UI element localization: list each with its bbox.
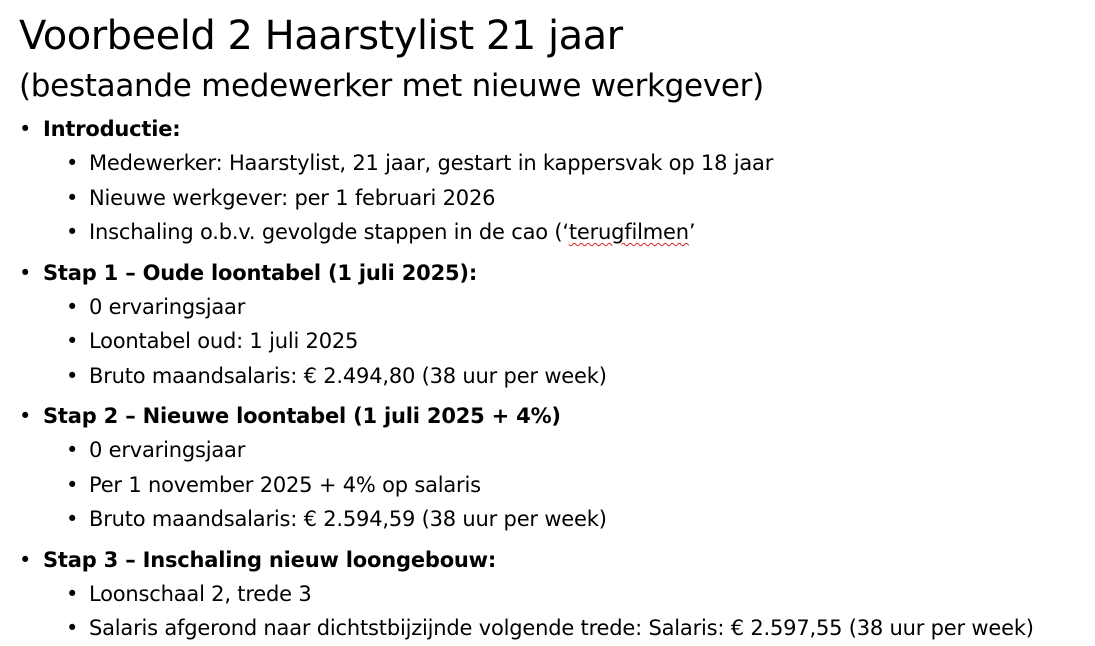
bullet-list — [19, 112, 1095, 646]
section-stap-1 — [19, 256, 1095, 394]
section-stap-2 — [19, 399, 1095, 537]
list-item-text: Loontabel oud: 1 juli 2025 — [89, 329, 359, 353]
section-heading — [19, 543, 1095, 577]
list-item-text: Bruto maandsalaris: € 2.594,59 (38 uur per week) — [89, 507, 607, 531]
section-stap-3 — [19, 543, 1095, 646]
section-introductie — [19, 112, 1095, 250]
section-heading-text: Introductie: — [43, 117, 181, 141]
bullet-icon: • — [66, 185, 79, 210]
list-item-text: Bruto maandsalaris: € 2.494,80 (38 uur per week) — [89, 363, 607, 388]
section-heading — [19, 256, 1095, 290]
list-item — [19, 146, 1095, 181]
list-item — [19, 290, 1095, 325]
list-item-text: Loonschaal 2, trede 3 — [89, 581, 312, 606]
section-heading — [19, 112, 1095, 146]
section-heading-text: Stap 1 – Oude loontabel (1 juli 2025): — [43, 260, 478, 285]
bullet-icon: • — [19, 404, 32, 428]
bullet-icon: • — [66, 616, 79, 640]
slide-subtitle: (bestaande medewerker met nieuwe werkgever) — [19, 68, 764, 104]
bullet-icon: • — [66, 329, 79, 353]
list-item-text-end: ’ — [688, 220, 696, 244]
bullet-icon: • — [66, 294, 79, 319]
list-item — [19, 502, 1095, 537]
list-item-text: Medewerker: Haarstylist, 21 jaar, gestart in kappersvak op 18 jaar — [89, 151, 774, 175]
list-item — [19, 433, 1095, 468]
bullet-icon: • — [66, 151, 79, 175]
bullet-icon: • — [19, 260, 32, 285]
slide-title: Voorbeeld 2 Haarstylist 21 jaar — [19, 13, 623, 59]
list-item-text: Salaris afgerond naar dichtstbijzijnde volgende trede: Salaris: € 2.597,55 (38 uur per week) — [89, 616, 1034, 640]
bullet-icon: • — [19, 547, 32, 572]
section-heading-text: Stap 2 – Nieuwe loontabel (1 juli 2025 + 4%) — [43, 404, 561, 428]
spellcheck-flagged-word: terugfilmen — [568, 220, 689, 244]
bullet-icon: • — [66, 438, 79, 462]
list-item-text: Per 1 november 2025 + 4% op salaris — [89, 472, 481, 497]
bullet-icon: • — [66, 363, 79, 388]
bullet-icon: • — [19, 117, 32, 141]
section-heading-text: Stap 3 – Inschaling nieuw loongebouw: — [43, 547, 497, 572]
list-item — [19, 359, 1095, 394]
list-item — [19, 468, 1095, 503]
list-item-text: Nieuwe werkgever: per 1 februari 2026 — [89, 185, 496, 210]
list-item-text — [89, 215, 695, 250]
list-item — [19, 577, 1095, 612]
bullet-icon: • — [66, 581, 79, 606]
section-heading — [19, 399, 1095, 433]
list-item — [19, 611, 1095, 646]
list-item — [19, 324, 1095, 359]
bullet-icon: • — [66, 507, 79, 531]
list-item — [19, 215, 1095, 250]
list-item-text-start: Inschaling o.b.v. gevolgde stappen in de cao (‘ — [89, 220, 569, 244]
bullet-icon: • — [66, 220, 79, 244]
list-item — [19, 181, 1095, 216]
list-item-text: 0 ervaringsjaar — [89, 438, 246, 462]
bullet-icon: • — [66, 472, 79, 497]
list-item-text: 0 ervaringsjaar — [89, 294, 246, 319]
